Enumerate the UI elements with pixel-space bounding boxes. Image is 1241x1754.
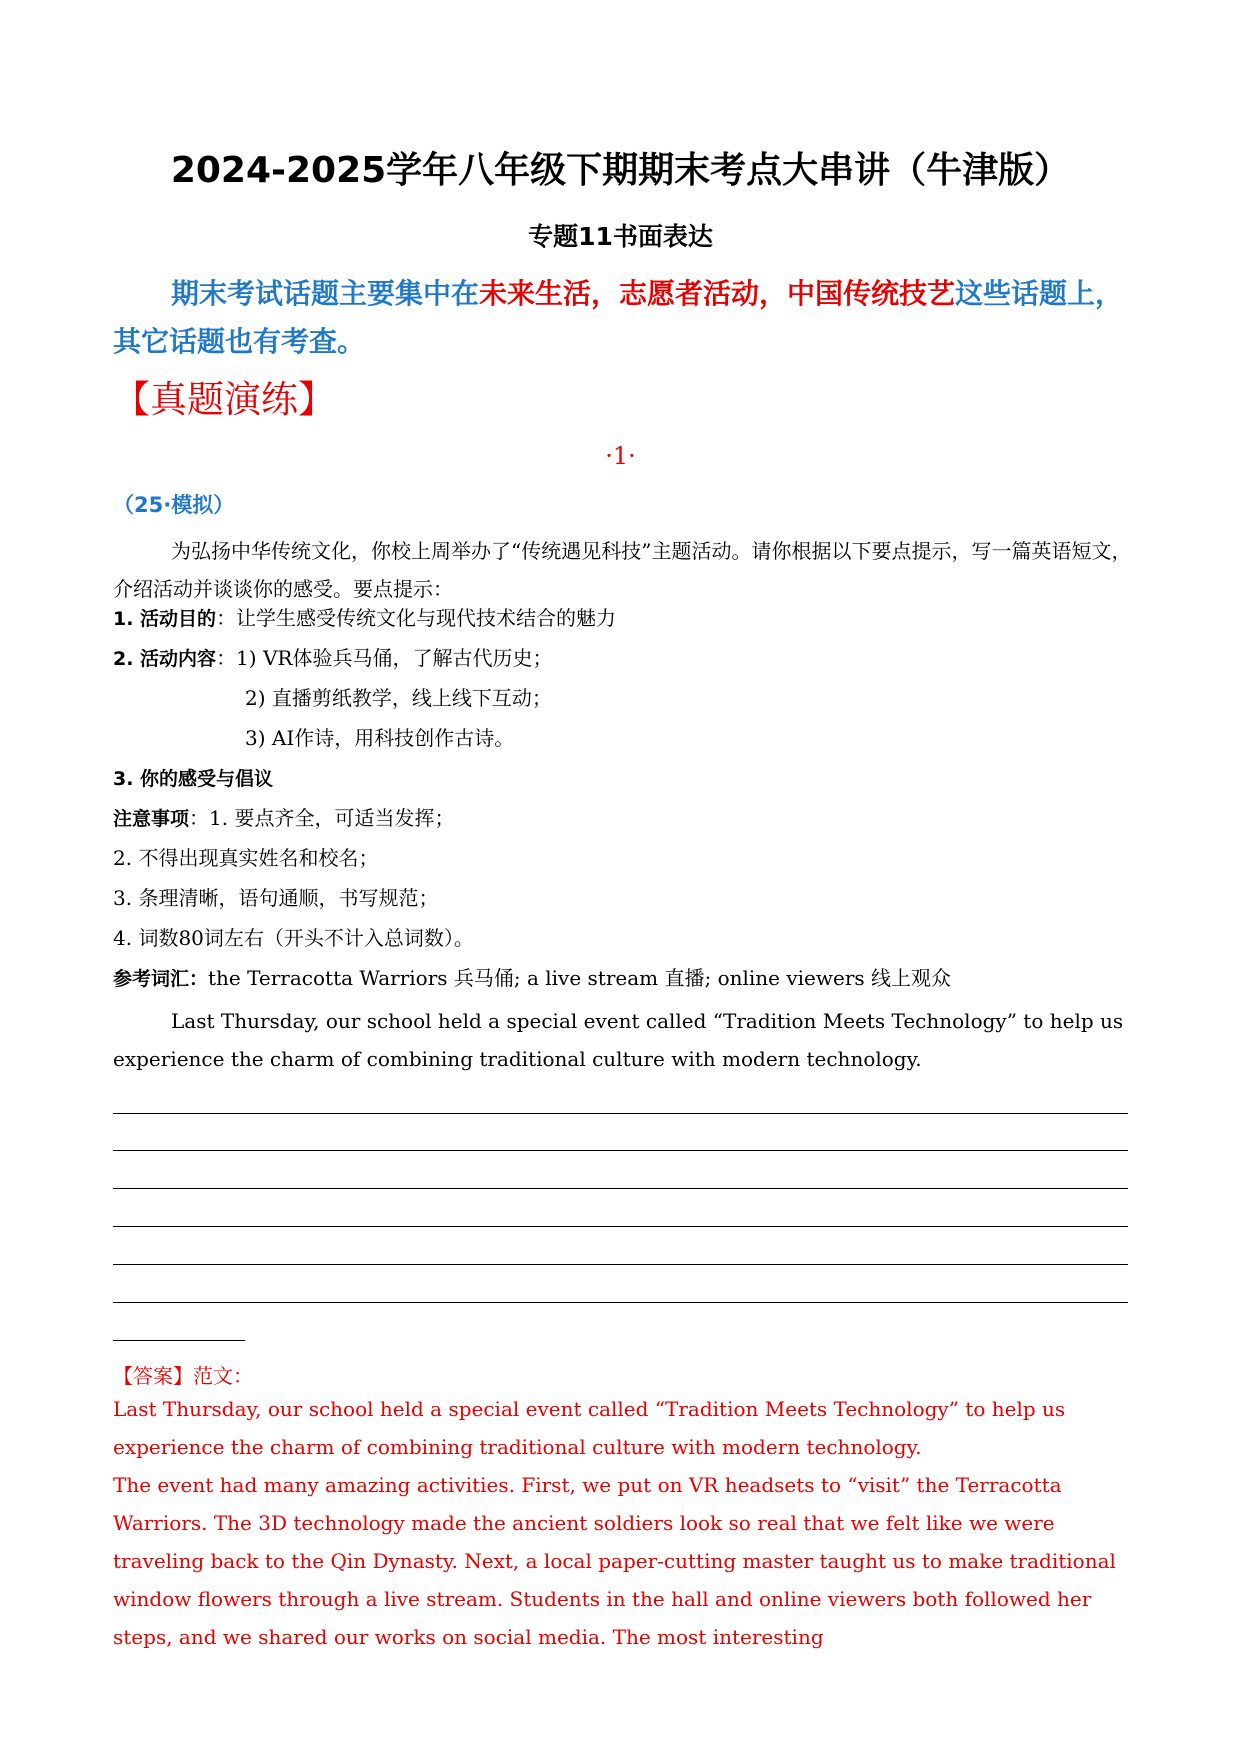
- answer-line-2[interactable]: [113, 1150, 1128, 1151]
- point-2-item-1: ：1) VR体验兵马俑，了解古代历史；: [216, 646, 553, 670]
- note-2: 2. 不得出现真实姓名和校名；: [113, 846, 379, 870]
- point-3-label: 3. 你的感受与倡议: [113, 768, 274, 790]
- section-title: 【真题演练】: [113, 378, 335, 421]
- answer-label: 【答案】范文：: [113, 1364, 253, 1388]
- intro-text-1: 期末考试话题主要集中在: [171, 277, 480, 310]
- note-1: ：1. 要点齐全，可适当发挥；: [189, 806, 455, 830]
- notes: [113, 803, 454, 834]
- point-2-item-2: 2) 直播剪纸教学，线上线下互动；: [245, 686, 552, 710]
- point-2-item-3: 3) AI作诗，用科技创作古诗。: [245, 726, 515, 750]
- answer-line-6[interactable]: [113, 1302, 1128, 1303]
- answer-paragraph-2: The event had many amazing activities. First, we put on VR headsets to “visit” the Terracotta Warriors. The 3D technology made the ancient soldiers look so real that we felt like we were traveling back to the Qin Dynasty. Next, a local paper-cutting master taught us to make traditional window flowers through a live stream. Students in the hall and online viewers both followed her steps, and we shared our works on social media. The most interesting: [113, 1473, 1116, 1649]
- question-source: （25·模拟）: [113, 493, 235, 517]
- intro-highlight: 未来生活，志愿者活动，中国传统技艺: [479, 277, 956, 310]
- question-number: ·1·: [605, 442, 636, 470]
- answer-line-5[interactable]: [113, 1264, 1128, 1265]
- answer-line-3[interactable]: [113, 1188, 1128, 1189]
- note-3: 3. 条理清晰，语句通顺，书写规范；: [113, 886, 439, 910]
- question-prompt: 为弘扬中华传统文化，你校上周举办了“传统遇见科技”主题活动。请你根据以下要点提示，写一篇英语短文，介绍活动并谈谈你的感受。要点提示：: [113, 539, 1132, 601]
- answer-line-1[interactable]: [113, 1113, 1128, 1114]
- answer-paragraph-1: Last Thursday, our school held a special event called “Tradition Meets Technology” to help us experience the charm of combining traditional culture with modern technology.: [113, 1397, 1066, 1459]
- point-2-label: 2. 活动内容: [113, 648, 217, 670]
- notes-label: 注意事项: [113, 808, 190, 830]
- point-3: [113, 763, 273, 794]
- answer-line-7[interactable]: [113, 1340, 245, 1341]
- point-1-label: 1. 活动目的: [113, 608, 217, 630]
- vocab-text: the Terracotta Warriors 兵马俑; a live stream 直播; online viewers 线上观众: [208, 966, 952, 990]
- page-subtitle: 专题11书面表达: [528, 222, 713, 251]
- vocab: [113, 963, 951, 994]
- point-2: [113, 643, 552, 674]
- vocab-label: 参考词汇：: [113, 968, 209, 990]
- note-4: 4. 词数80词左右（开头不计入总词数）。: [113, 926, 474, 950]
- answer-line-4[interactable]: [113, 1226, 1128, 1227]
- opening-sentence: Last Thursday, our school held a special event called “Tradition Meets Technology” to help us experience the charm of combining traditional culture with modern technology.: [113, 1009, 1124, 1071]
- point-1-text: ：让学生感受传统文化与现代技术结合的魅力: [216, 606, 617, 630]
- topic-intro: [113, 270, 1133, 366]
- intro-text-2: 这些话题上，其它话题也有考查。: [113, 277, 1124, 358]
- point-1: [113, 603, 616, 634]
- page-title: 2024-2025学年八年级下期期末考点大串讲（牛津版）: [170, 150, 1071, 191]
